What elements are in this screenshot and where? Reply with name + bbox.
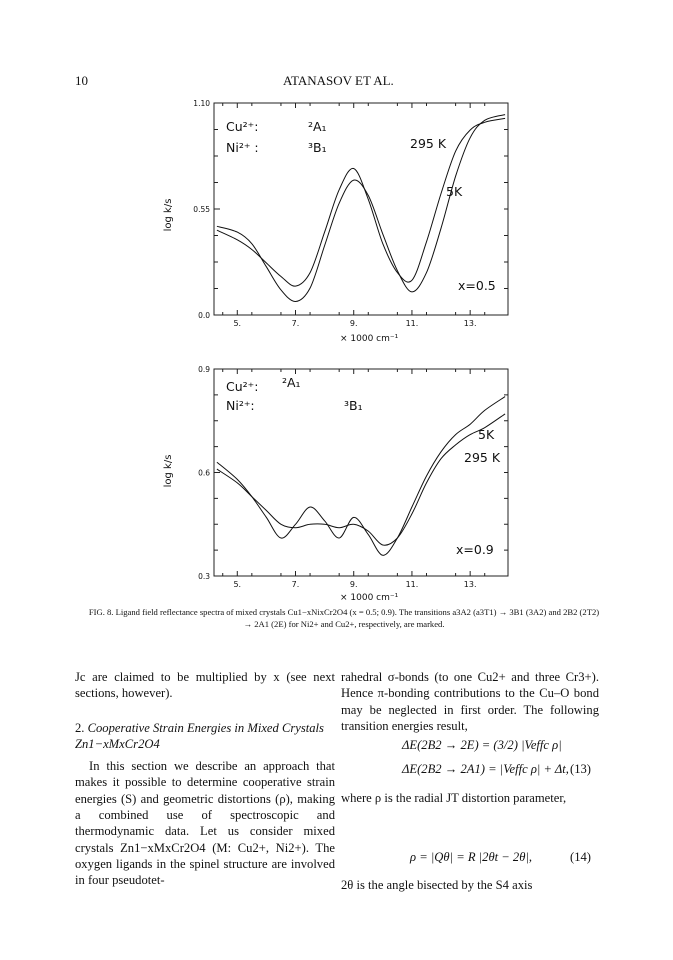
x-tick-label: 9. bbox=[349, 319, 358, 328]
series-label-295k: 295 K bbox=[464, 450, 501, 465]
chart-bottom bbox=[163, 365, 508, 603]
y-tick-label: 0.0 bbox=[198, 311, 210, 320]
y-tick-label: 0.9 bbox=[198, 365, 210, 374]
right-column-text-middle bbox=[341, 790, 599, 806]
y-axis-label-bottom: log k/s bbox=[163, 454, 174, 488]
x-tick-label: 5. bbox=[233, 319, 242, 328]
x-tick-label: 7. bbox=[291, 319, 300, 328]
equation-number-14: (14) bbox=[570, 850, 591, 864]
transition-a1-label: ²A₁ bbox=[282, 375, 301, 390]
series-line-295k bbox=[217, 118, 505, 286]
transition-b1-label: ³B₁ bbox=[308, 140, 327, 155]
transition-a1-label: ²A₁ bbox=[308, 119, 327, 134]
y-tick-label: 0.55 bbox=[193, 205, 210, 214]
page-number: 10 bbox=[75, 73, 88, 88]
paragraph: In this section we describe an approach that makes it possible to determine cooperative strain energies (S) and geometric distortions (ρ), making a combined use of spectroscopic and thermodynamic data. Let us consider mixed crystals Zn1−xMxCr2O4 (M: Cu2+, Ni2+). The oxygen ligands in the spinel structure are involved in four pseudotet- bbox=[75, 759, 335, 888]
y-axis-label-top: log k/s bbox=[163, 198, 174, 232]
x-tick-label: 5. bbox=[233, 580, 242, 589]
series-label-5k: 5K bbox=[446, 184, 463, 199]
section-title: Cooperative Strain Energies in Mixed Crystals Zn1−xMxCr2O4 bbox=[75, 720, 324, 751]
series-label-295k: 295 K bbox=[410, 136, 447, 151]
caption-text: Ligand field reflectance spectra of mixed crystals Cu1−xNixCr2O4 (x = 0.5; 0.9). The transitions a3A2 (a3T1) → 3B1 (3A2) and 2B2 (2T2) → 2A1 (2E) for Ni2+ and Cu2+, respectively, are marked. bbox=[115, 607, 600, 629]
paragraph: Jc are claimed to be multiplied by x (see next sections, however). bbox=[75, 670, 335, 701]
x-axis-label-top: × 1000 cm⁻¹ bbox=[340, 334, 399, 344]
running-title: ATANASOV ET AL. bbox=[283, 73, 394, 88]
right-column-text-top bbox=[341, 669, 599, 734]
chart-top bbox=[163, 99, 508, 344]
equation-transition-e: ΔE(2B2 → 2E) = (3/2) |Veffc ρ| bbox=[402, 738, 562, 752]
transition-b1-label: ³B₁ bbox=[344, 398, 363, 413]
composition-label: x=0.5 bbox=[458, 278, 496, 293]
legend-cu-label: Cu²⁺: bbox=[226, 119, 259, 134]
series-line-5k bbox=[217, 397, 505, 556]
equation-rho: ρ = |Qθ| = R |2θt − 2θ|, bbox=[410, 850, 533, 864]
section-heading bbox=[75, 720, 335, 753]
x-tick-label: 11. bbox=[405, 319, 419, 328]
legend-cu-label: Cu²⁺: bbox=[226, 379, 259, 394]
right-column-text-bottom bbox=[341, 877, 599, 893]
y-tick-label: 0.3 bbox=[198, 572, 210, 581]
x-tick-label: 13. bbox=[463, 319, 477, 328]
x-tick-label: 13. bbox=[463, 580, 477, 589]
x-tick-label: 7. bbox=[291, 580, 300, 589]
series-label-5k: 5K bbox=[478, 427, 495, 442]
left-column bbox=[75, 669, 335, 889]
x-tick-label: 11. bbox=[405, 580, 419, 589]
legend-ni-label: Ni²⁺ : bbox=[226, 140, 259, 155]
section-number: 2. bbox=[75, 720, 85, 735]
x-tick-label: 9. bbox=[349, 580, 358, 589]
paragraph: rahedral σ-bonds (to one Cu2+ and three Cr3+). Hence π-bonding contributions to the Cu–O bond may be neglected in first order. The following transition energies result, bbox=[341, 670, 599, 733]
paragraph: where ρ is the radial JT distortion parameter, bbox=[341, 791, 567, 805]
caption-label: FIG. 8. bbox=[88, 607, 114, 617]
y-tick-label: 1.10 bbox=[193, 99, 210, 108]
series-line-295k bbox=[217, 414, 505, 545]
figure-caption bbox=[88, 606, 600, 630]
x-axis-label-bottom: × 1000 cm⁻¹ bbox=[340, 593, 399, 603]
y-tick-label: 0.6 bbox=[198, 468, 210, 478]
equation-transition-a1: ΔE(2B2 → 2A1) = |Veffc ρ| + Δt, bbox=[402, 762, 569, 776]
paragraph: 2θ is the angle bisected by the S4 axis bbox=[341, 878, 533, 892]
equation-number-13: (13) bbox=[570, 762, 591, 776]
legend-ni-label: Ni²⁺: bbox=[226, 398, 255, 413]
series-line-5k bbox=[217, 115, 505, 302]
composition-label: x=0.9 bbox=[456, 542, 494, 557]
